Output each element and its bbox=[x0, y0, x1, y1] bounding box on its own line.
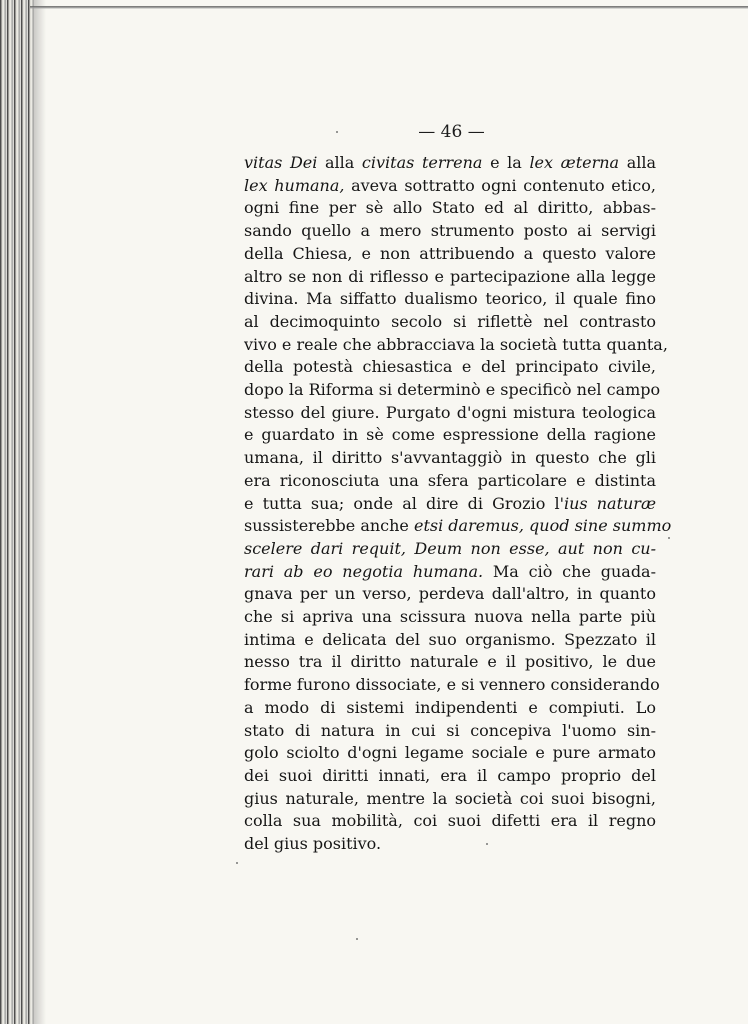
text-run: gius naturale, mentre la società coi suoi bisogni, bbox=[244, 788, 656, 808]
text-line bbox=[244, 402, 656, 425]
text-line bbox=[244, 606, 656, 629]
italic-text: lex humana, bbox=[244, 175, 345, 195]
text-run: forme furono dissociate, e si vennero considerando bbox=[244, 675, 660, 695]
text-run: colla sua mobilità, coi suoi difetti era il regno bbox=[244, 811, 656, 831]
text-line bbox=[244, 788, 656, 811]
text-line bbox=[244, 493, 656, 516]
page-top-edge bbox=[30, 6, 748, 9]
italic-text: scelere dari requit, Deum non esse, aut non cu- bbox=[244, 538, 656, 558]
text-line bbox=[244, 674, 660, 697]
text-run: e tutta sua; onde al dire di Grozio l' bbox=[244, 493, 564, 513]
text-run: aveva sottratto ogni contenuto etico, bbox=[344, 175, 656, 195]
text-line bbox=[244, 720, 656, 743]
text-run: intima e delicata del suo organismo. Spezzato il bbox=[244, 629, 656, 649]
text-run: della potestà chiesastica e del principato civile, bbox=[244, 357, 656, 377]
paper-speck bbox=[336, 131, 338, 133]
italic-text: civitas terrena bbox=[361, 153, 483, 172]
text-run: del gius positivo. bbox=[244, 834, 382, 854]
text-run: stesso del giure. Purgato d'ogni mistura teologica bbox=[244, 402, 656, 422]
text-run: sussisterebbe anche bbox=[244, 516, 414, 536]
italic-text: lex æterna bbox=[529, 153, 620, 172]
italic-text: rari ab eo negotia humana. bbox=[244, 561, 484, 581]
text-line bbox=[244, 288, 656, 311]
text-run: era riconosciuta una sfera particolare e distinta bbox=[244, 470, 656, 490]
text-run: alla bbox=[619, 153, 657, 172]
text-line bbox=[244, 152, 656, 175]
text-run: della Chiesa, e non attribuendo a questo valore bbox=[244, 243, 656, 263]
text-run: gnava per un verso, perdeva dall'altro, in quanto bbox=[244, 584, 656, 604]
text-line bbox=[244, 583, 656, 606]
text-line bbox=[244, 538, 656, 561]
text-line bbox=[244, 220, 656, 243]
text-run: sando quello a mero strumento posto ai servigi bbox=[244, 221, 656, 241]
text-line bbox=[244, 651, 656, 674]
text-run: vivo e reale che abbracciava la società tutta quanta, bbox=[244, 334, 668, 354]
paper-speck bbox=[236, 862, 238, 864]
text-line bbox=[244, 379, 661, 402]
italic-text: etsi daremus, quod sine summo bbox=[413, 516, 672, 536]
text-run: altro se non di riflesso e partecipazione alla legge bbox=[244, 266, 656, 286]
text-line bbox=[244, 197, 656, 220]
text-line bbox=[244, 356, 656, 379]
text-line bbox=[244, 765, 656, 788]
text-run: umana, il diritto s'avvantaggiò in questo che gli bbox=[244, 448, 656, 468]
text-run: al decimoquinto secolo si riflettè nel contrasto bbox=[244, 311, 656, 331]
text-line bbox=[244, 515, 672, 538]
gutter-shadow bbox=[34, 0, 46, 1024]
text-line bbox=[244, 561, 656, 584]
text-line bbox=[244, 447, 656, 470]
text-line bbox=[244, 424, 656, 447]
paper-speck bbox=[486, 843, 488, 845]
text-run: alla bbox=[317, 153, 362, 172]
text-line bbox=[244, 266, 656, 289]
text-run: dei suoi diritti innati, era il campo proprio del bbox=[244, 765, 656, 785]
text-run: a modo di sistemi indipendenti e compiuti. Lo bbox=[244, 697, 656, 717]
text-line bbox=[244, 470, 656, 493]
paper-speck bbox=[356, 938, 358, 940]
text-run: divina. Ma siffatto dualismo teorico, il quale fino bbox=[244, 289, 656, 309]
text-line bbox=[244, 810, 656, 833]
text-run: nesso tra il diritto naturale e il positivo, le due bbox=[244, 652, 656, 672]
text-line bbox=[244, 629, 656, 652]
text-run: che si apriva una scissura nuova nella parte più bbox=[244, 607, 656, 627]
text-line bbox=[244, 243, 656, 266]
body-text bbox=[244, 152, 672, 856]
text-line bbox=[244, 742, 656, 765]
text-run: golo sciolto d'ogni legame sociale e pure armato bbox=[244, 743, 656, 763]
text-run: ogni fine per sè allo Stato ed al diritto, abbas- bbox=[244, 198, 656, 218]
italic-text: ius naturæ bbox=[563, 493, 656, 513]
text-line bbox=[244, 833, 656, 856]
italic-text: vitas Dei bbox=[244, 153, 318, 172]
text-line bbox=[244, 334, 668, 357]
text-run: dopo la Riforma si determinò e specificò nel campo bbox=[244, 380, 661, 400]
text-run: e guardato in sè come espressione della ragione bbox=[244, 425, 656, 445]
text-run: stato di natura in cui si concepiva l'uomo sin- bbox=[244, 720, 656, 740]
page-number: — 46 — bbox=[418, 122, 485, 142]
book-binding-edge bbox=[0, 0, 34, 1024]
text-run: e la bbox=[482, 153, 530, 172]
paper-speck bbox=[668, 537, 670, 539]
text-line bbox=[244, 175, 656, 198]
text-run: Ma ciò che guada- bbox=[483, 561, 656, 581]
text-line bbox=[244, 311, 656, 334]
text-line bbox=[244, 697, 656, 720]
